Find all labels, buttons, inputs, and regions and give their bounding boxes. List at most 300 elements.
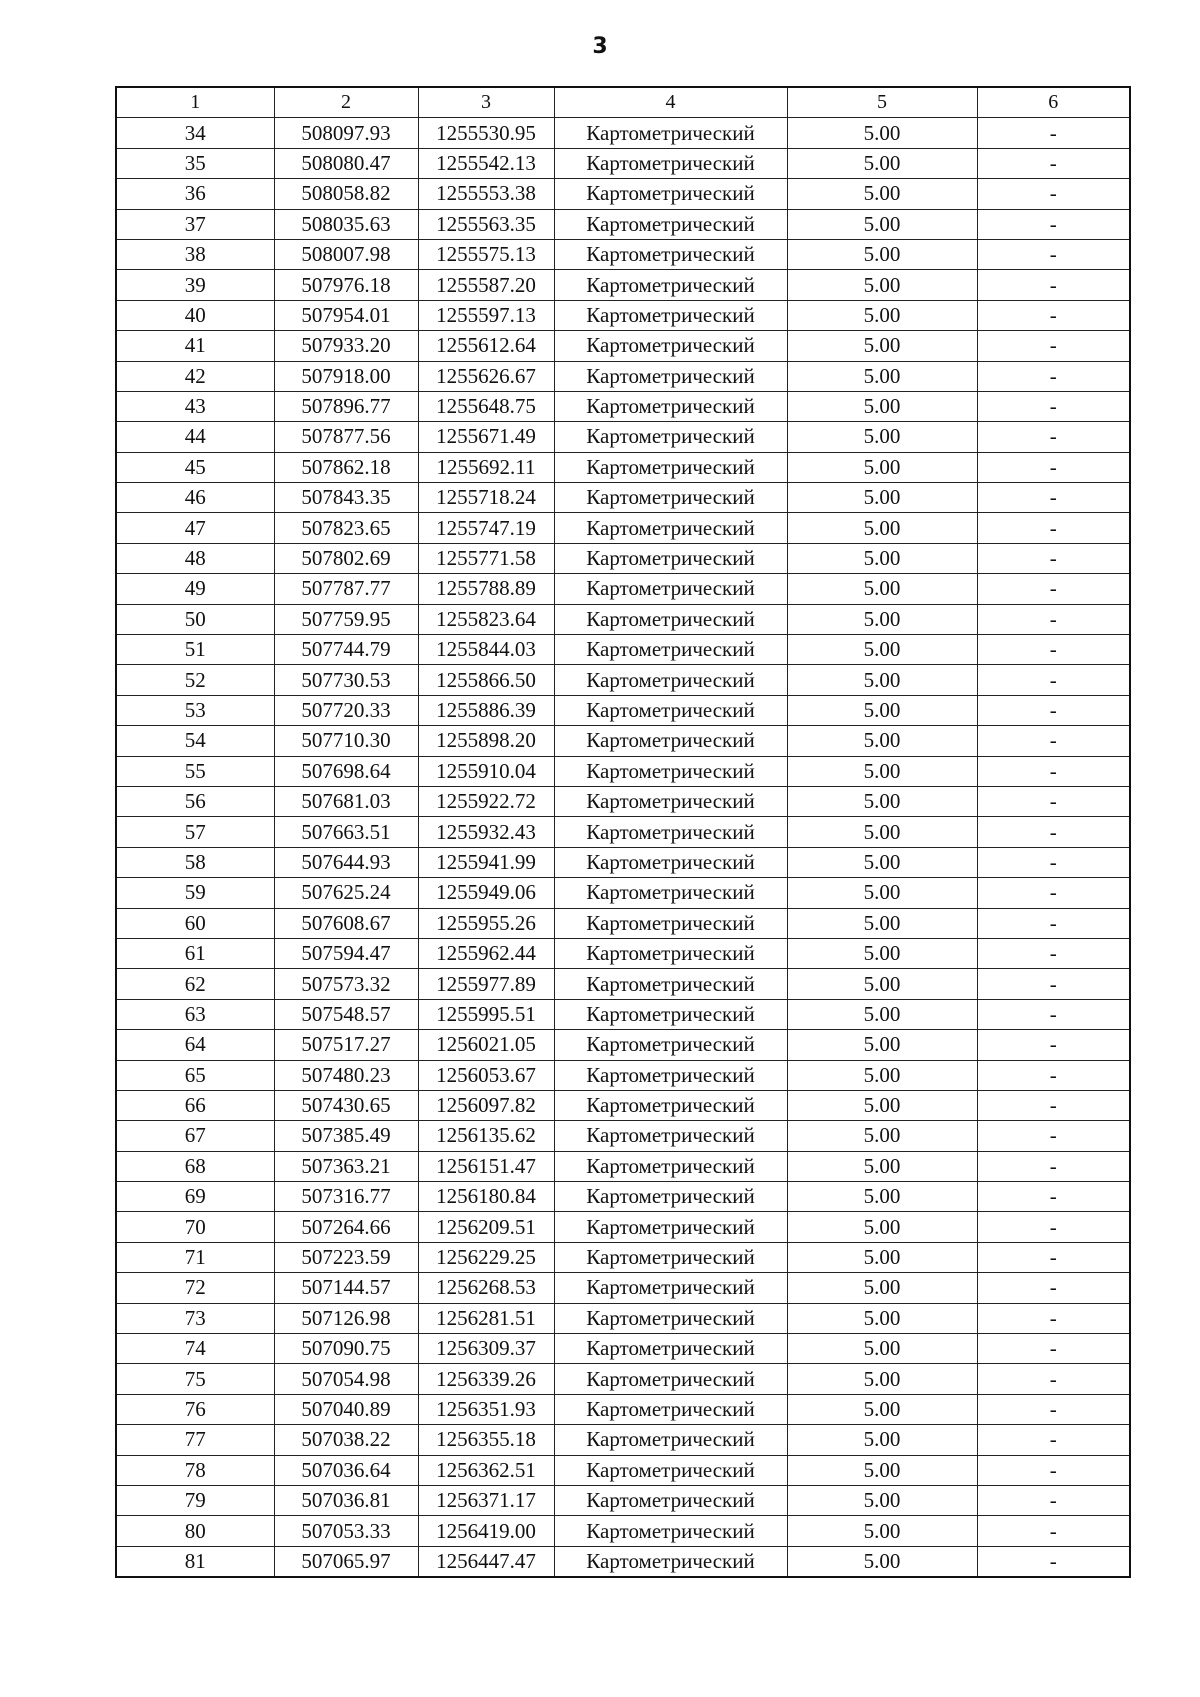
- description-cell: -: [977, 452, 1130, 482]
- x-coordinate-cell: 508058.82: [274, 179, 418, 209]
- description-cell: -: [977, 665, 1130, 695]
- accuracy-cell: 5.00: [787, 1485, 977, 1515]
- y-coordinate-cell: 1256447.47: [418, 1546, 554, 1577]
- method-cell: Картометрический: [554, 786, 787, 816]
- table-row: [116, 1030, 1130, 1060]
- x-coordinate-cell: 507036.64: [274, 1455, 418, 1485]
- description-cell: -: [977, 1182, 1130, 1212]
- point-number-cell: 42: [116, 361, 274, 391]
- description-cell: -: [977, 847, 1130, 877]
- point-number-cell: 45: [116, 452, 274, 482]
- accuracy-cell: 5.00: [787, 969, 977, 999]
- table-row: [116, 270, 1130, 300]
- accuracy-cell: 5.00: [787, 604, 977, 634]
- method-cell: Картометрический: [554, 1182, 787, 1212]
- accuracy-cell: 5.00: [787, 1182, 977, 1212]
- x-coordinate-cell: 508035.63: [274, 209, 418, 239]
- table-row: [116, 452, 1130, 482]
- method-cell: Картометрический: [554, 938, 787, 968]
- x-coordinate-cell: 507036.81: [274, 1485, 418, 1515]
- accuracy-cell: 5.00: [787, 331, 977, 361]
- method-cell: Картометрический: [554, 695, 787, 725]
- description-cell: -: [977, 513, 1130, 543]
- point-number-cell: 39: [116, 270, 274, 300]
- y-coordinate-cell: 1255955.26: [418, 908, 554, 938]
- y-coordinate-cell: 1255910.04: [418, 756, 554, 786]
- method-cell: Картометрический: [554, 118, 787, 148]
- table-row: [116, 969, 1130, 999]
- x-coordinate-cell: 507517.27: [274, 1030, 418, 1060]
- table-row: [116, 786, 1130, 816]
- method-cell: Картометрический: [554, 422, 787, 452]
- table-row: [116, 1546, 1130, 1577]
- y-coordinate-cell: 1256097.82: [418, 1090, 554, 1120]
- point-number-cell: 50: [116, 604, 274, 634]
- x-coordinate-cell: 507744.79: [274, 635, 418, 665]
- description-cell: -: [977, 635, 1130, 665]
- point-number-cell: 71: [116, 1242, 274, 1272]
- accuracy-cell: 5.00: [787, 483, 977, 513]
- y-coordinate-cell: 1255823.64: [418, 604, 554, 634]
- x-coordinate-cell: 507594.47: [274, 938, 418, 968]
- table-row: [116, 938, 1130, 968]
- method-cell: Картометрический: [554, 726, 787, 756]
- point-number-cell: 56: [116, 786, 274, 816]
- x-coordinate-cell: 507918.00: [274, 361, 418, 391]
- description-cell: -: [977, 1425, 1130, 1455]
- page-number: 3: [592, 34, 608, 59]
- table-row: [116, 1273, 1130, 1303]
- y-coordinate-cell: 1255771.58: [418, 543, 554, 573]
- method-cell: Картометрический: [554, 817, 787, 847]
- y-coordinate-cell: 1255977.89: [418, 969, 554, 999]
- table-row: [116, 695, 1130, 725]
- accuracy-cell: 5.00: [787, 1030, 977, 1060]
- description-cell: -: [977, 1151, 1130, 1181]
- table-row: [116, 1364, 1130, 1394]
- table-row: [116, 1151, 1130, 1181]
- method-cell: Картометрический: [554, 483, 787, 513]
- table-row: [116, 908, 1130, 938]
- y-coordinate-cell: 1256268.53: [418, 1273, 554, 1303]
- description-cell: -: [977, 148, 1130, 178]
- accuracy-cell: 5.00: [787, 513, 977, 543]
- method-cell: Картометрический: [554, 239, 787, 269]
- y-coordinate-cell: 1255718.24: [418, 483, 554, 513]
- y-coordinate-cell: 1256135.62: [418, 1121, 554, 1151]
- table-row: [116, 513, 1130, 543]
- x-coordinate-cell: 507644.93: [274, 847, 418, 877]
- method-cell: Картометрический: [554, 391, 787, 421]
- y-coordinate-cell: 1255898.20: [418, 726, 554, 756]
- table-row: [116, 1242, 1130, 1272]
- accuracy-cell: 5.00: [787, 1546, 977, 1577]
- y-coordinate-cell: 1255995.51: [418, 999, 554, 1029]
- description-cell: -: [977, 1516, 1130, 1546]
- description-cell: -: [977, 574, 1130, 604]
- point-number-cell: 36: [116, 179, 274, 209]
- column-header: 1: [116, 87, 274, 118]
- accuracy-cell: 5.00: [787, 1394, 977, 1424]
- method-cell: Картометрический: [554, 1121, 787, 1151]
- x-coordinate-cell: 507065.97: [274, 1546, 418, 1577]
- y-coordinate-cell: 1256151.47: [418, 1151, 554, 1181]
- point-number-cell: 78: [116, 1455, 274, 1485]
- table-row: [116, 422, 1130, 452]
- x-coordinate-cell: 507316.77: [274, 1182, 418, 1212]
- y-coordinate-cell: 1255692.11: [418, 452, 554, 482]
- description-cell: -: [977, 391, 1130, 421]
- y-coordinate-cell: 1255626.67: [418, 361, 554, 391]
- method-cell: Картометрический: [554, 1516, 787, 1546]
- accuracy-cell: 5.00: [787, 756, 977, 786]
- x-coordinate-cell: 507896.77: [274, 391, 418, 421]
- point-number-cell: 49: [116, 574, 274, 604]
- point-number-cell: 74: [116, 1334, 274, 1364]
- accuracy-cell: 5.00: [787, 1242, 977, 1272]
- table-row: [116, 543, 1130, 573]
- x-coordinate-cell: 507877.56: [274, 422, 418, 452]
- y-coordinate-cell: 1256309.37: [418, 1334, 554, 1364]
- description-cell: -: [977, 1546, 1130, 1577]
- description-cell: -: [977, 1060, 1130, 1090]
- accuracy-cell: 5.00: [787, 1090, 977, 1120]
- accuracy-cell: 5.00: [787, 635, 977, 665]
- accuracy-cell: 5.00: [787, 1334, 977, 1364]
- x-coordinate-cell: 507385.49: [274, 1121, 418, 1151]
- table-row: [116, 1182, 1130, 1212]
- table-row: [116, 148, 1130, 178]
- accuracy-cell: 5.00: [787, 1516, 977, 1546]
- method-cell: Картометрический: [554, 1030, 787, 1060]
- y-coordinate-cell: 1255542.13: [418, 148, 554, 178]
- description-cell: -: [977, 938, 1130, 968]
- method-cell: Картометрический: [554, 179, 787, 209]
- description-cell: -: [977, 999, 1130, 1029]
- description-cell: -: [977, 1303, 1130, 1333]
- column-header: 4: [554, 87, 787, 118]
- y-coordinate-cell: 1255949.06: [418, 878, 554, 908]
- point-number-cell: 77: [116, 1425, 274, 1455]
- table-row: [116, 361, 1130, 391]
- accuracy-cell: 5.00: [787, 695, 977, 725]
- y-coordinate-cell: 1256419.00: [418, 1516, 554, 1546]
- accuracy-cell: 5.00: [787, 817, 977, 847]
- description-cell: -: [977, 483, 1130, 513]
- accuracy-cell: 5.00: [787, 361, 977, 391]
- accuracy-cell: 5.00: [787, 118, 977, 148]
- method-cell: Картометрический: [554, 665, 787, 695]
- accuracy-cell: 5.00: [787, 1060, 977, 1090]
- x-coordinate-cell: 507053.33: [274, 1516, 418, 1546]
- point-number-cell: 40: [116, 300, 274, 330]
- table-row: [116, 1303, 1130, 1333]
- method-cell: Картометрический: [554, 604, 787, 634]
- description-cell: -: [977, 270, 1130, 300]
- table-row: [116, 209, 1130, 239]
- description-cell: -: [977, 1455, 1130, 1485]
- method-cell: Картометрический: [554, 1394, 787, 1424]
- table-body: [116, 118, 1130, 1577]
- point-number-cell: 46: [116, 483, 274, 513]
- description-cell: -: [977, 695, 1130, 725]
- y-coordinate-cell: 1255597.13: [418, 300, 554, 330]
- description-cell: -: [977, 1364, 1130, 1394]
- description-cell: -: [977, 726, 1130, 756]
- table-row: [116, 726, 1130, 756]
- y-coordinate-cell: 1256351.93: [418, 1394, 554, 1424]
- y-coordinate-cell: 1255530.95: [418, 118, 554, 148]
- description-cell: -: [977, 1030, 1130, 1060]
- accuracy-cell: 5.00: [787, 300, 977, 330]
- method-cell: Картометрический: [554, 908, 787, 938]
- column-header: 6: [977, 87, 1130, 118]
- point-number-cell: 70: [116, 1212, 274, 1242]
- point-number-cell: 51: [116, 635, 274, 665]
- table-row: [116, 817, 1130, 847]
- description-cell: -: [977, 1242, 1130, 1272]
- point-number-cell: 48: [116, 543, 274, 573]
- accuracy-cell: 5.00: [787, 878, 977, 908]
- column-header: 3: [418, 87, 554, 118]
- table-row: [116, 1121, 1130, 1151]
- point-number-cell: 65: [116, 1060, 274, 1090]
- description-cell: -: [977, 1273, 1130, 1303]
- y-coordinate-cell: 1255575.13: [418, 239, 554, 269]
- x-coordinate-cell: 507954.01: [274, 300, 418, 330]
- point-number-cell: 64: [116, 1030, 274, 1060]
- description-cell: -: [977, 1121, 1130, 1151]
- method-cell: Картометрический: [554, 756, 787, 786]
- accuracy-cell: 5.00: [787, 1273, 977, 1303]
- y-coordinate-cell: 1256362.51: [418, 1455, 554, 1485]
- x-coordinate-cell: 507223.59: [274, 1242, 418, 1272]
- accuracy-cell: 5.00: [787, 1364, 977, 1394]
- accuracy-cell: 5.00: [787, 1121, 977, 1151]
- description-cell: -: [977, 1090, 1130, 1120]
- description-cell: -: [977, 1485, 1130, 1515]
- x-coordinate-cell: 507720.33: [274, 695, 418, 725]
- x-coordinate-cell: 507264.66: [274, 1212, 418, 1242]
- point-number-cell: 73: [116, 1303, 274, 1333]
- method-cell: Картометрический: [554, 452, 787, 482]
- point-number-cell: 60: [116, 908, 274, 938]
- x-coordinate-cell: 507090.75: [274, 1334, 418, 1364]
- method-cell: Картометрический: [554, 574, 787, 604]
- table-row: [116, 483, 1130, 513]
- method-cell: Картометрический: [554, 1546, 787, 1577]
- table-row: [116, 1516, 1130, 1546]
- method-cell: Картометрический: [554, 999, 787, 1029]
- description-cell: -: [977, 300, 1130, 330]
- accuracy-cell: 5.00: [787, 209, 977, 239]
- description-cell: -: [977, 118, 1130, 148]
- accuracy-cell: 5.00: [787, 908, 977, 938]
- point-number-cell: 68: [116, 1151, 274, 1181]
- y-coordinate-cell: 1256355.18: [418, 1425, 554, 1455]
- accuracy-cell: 5.00: [787, 786, 977, 816]
- description-cell: -: [977, 756, 1130, 786]
- y-coordinate-cell: 1255648.75: [418, 391, 554, 421]
- x-coordinate-cell: 508097.93: [274, 118, 418, 148]
- x-coordinate-cell: 507730.53: [274, 665, 418, 695]
- x-coordinate-cell: 507126.98: [274, 1303, 418, 1333]
- accuracy-cell: 5.00: [787, 999, 977, 1029]
- method-cell: Картометрический: [554, 1151, 787, 1181]
- x-coordinate-cell: 507144.57: [274, 1273, 418, 1303]
- description-cell: -: [977, 1334, 1130, 1364]
- accuracy-cell: 5.00: [787, 422, 977, 452]
- accuracy-cell: 5.00: [787, 1212, 977, 1242]
- point-number-cell: 58: [116, 847, 274, 877]
- x-coordinate-cell: 507862.18: [274, 452, 418, 482]
- method-cell: Картометрический: [554, 1364, 787, 1394]
- x-coordinate-cell: 507976.18: [274, 270, 418, 300]
- point-number-cell: 34: [116, 118, 274, 148]
- table-row: [116, 756, 1130, 786]
- method-cell: Картометрический: [554, 300, 787, 330]
- accuracy-cell: 5.00: [787, 1303, 977, 1333]
- coordinates-table: [115, 86, 1131, 1578]
- point-number-cell: 52: [116, 665, 274, 695]
- y-coordinate-cell: 1256229.25: [418, 1242, 554, 1272]
- x-coordinate-cell: 507759.95: [274, 604, 418, 634]
- description-cell: -: [977, 422, 1130, 452]
- method-cell: Картометрический: [554, 209, 787, 239]
- method-cell: Картометрический: [554, 1242, 787, 1272]
- table-row: [116, 118, 1130, 148]
- point-number-cell: 72: [116, 1273, 274, 1303]
- description-cell: -: [977, 239, 1130, 269]
- accuracy-cell: 5.00: [787, 938, 977, 968]
- point-number-cell: 53: [116, 695, 274, 725]
- method-cell: Картометрический: [554, 270, 787, 300]
- method-cell: Картометрический: [554, 543, 787, 573]
- table-row: [116, 999, 1130, 1029]
- x-coordinate-cell: 507038.22: [274, 1425, 418, 1455]
- column-header: 2: [274, 87, 418, 118]
- point-number-cell: 43: [116, 391, 274, 421]
- table-row: [116, 300, 1130, 330]
- point-number-cell: 76: [116, 1394, 274, 1424]
- y-coordinate-cell: 1255941.99: [418, 847, 554, 877]
- point-number-cell: 63: [116, 999, 274, 1029]
- y-coordinate-cell: 1255962.44: [418, 938, 554, 968]
- accuracy-cell: 5.00: [787, 148, 977, 178]
- method-cell: Картометрический: [554, 513, 787, 543]
- point-number-cell: 59: [116, 878, 274, 908]
- table-row: [116, 239, 1130, 269]
- description-cell: -: [977, 543, 1130, 573]
- method-cell: Картометрический: [554, 361, 787, 391]
- y-coordinate-cell: 1256209.51: [418, 1212, 554, 1242]
- x-coordinate-cell: 507573.32: [274, 969, 418, 999]
- accuracy-cell: 5.00: [787, 543, 977, 573]
- point-number-cell: 41: [116, 331, 274, 361]
- x-coordinate-cell: 507787.77: [274, 574, 418, 604]
- description-cell: -: [977, 908, 1130, 938]
- table-row: [116, 847, 1130, 877]
- table-row: [116, 1455, 1130, 1485]
- x-coordinate-cell: 508007.98: [274, 239, 418, 269]
- y-coordinate-cell: 1255747.19: [418, 513, 554, 543]
- table-header-row: [116, 87, 1130, 118]
- x-coordinate-cell: 508080.47: [274, 148, 418, 178]
- table-row: [116, 604, 1130, 634]
- y-coordinate-cell: 1255922.72: [418, 786, 554, 816]
- accuracy-cell: 5.00: [787, 847, 977, 877]
- method-cell: Картометрический: [554, 969, 787, 999]
- description-cell: -: [977, 817, 1130, 847]
- y-coordinate-cell: 1255671.49: [418, 422, 554, 452]
- x-coordinate-cell: 507430.65: [274, 1090, 418, 1120]
- accuracy-cell: 5.00: [787, 452, 977, 482]
- table-row: [116, 665, 1130, 695]
- method-cell: Картометрический: [554, 1212, 787, 1242]
- method-cell: Картометрический: [554, 1485, 787, 1515]
- x-coordinate-cell: 507054.98: [274, 1364, 418, 1394]
- table-row: [116, 331, 1130, 361]
- accuracy-cell: 5.00: [787, 574, 977, 604]
- method-cell: Картометрический: [554, 1455, 787, 1485]
- x-coordinate-cell: 507802.69: [274, 543, 418, 573]
- point-number-cell: 61: [116, 938, 274, 968]
- description-cell: -: [977, 878, 1130, 908]
- y-coordinate-cell: 1255788.89: [418, 574, 554, 604]
- description-cell: -: [977, 969, 1130, 999]
- y-coordinate-cell: 1255932.43: [418, 817, 554, 847]
- accuracy-cell: 5.00: [787, 726, 977, 756]
- table-row: [116, 1394, 1130, 1424]
- point-number-cell: 55: [116, 756, 274, 786]
- y-coordinate-cell: 1256281.51: [418, 1303, 554, 1333]
- y-coordinate-cell: 1255587.20: [418, 270, 554, 300]
- point-number-cell: 57: [116, 817, 274, 847]
- accuracy-cell: 5.00: [787, 1151, 977, 1181]
- x-coordinate-cell: 507710.30: [274, 726, 418, 756]
- accuracy-cell: 5.00: [787, 239, 977, 269]
- x-coordinate-cell: 507608.67: [274, 908, 418, 938]
- x-coordinate-cell: 507823.65: [274, 513, 418, 543]
- point-number-cell: 79: [116, 1485, 274, 1515]
- y-coordinate-cell: 1255886.39: [418, 695, 554, 725]
- method-cell: Картометрический: [554, 635, 787, 665]
- point-number-cell: 66: [116, 1090, 274, 1120]
- description-cell: -: [977, 209, 1130, 239]
- accuracy-cell: 5.00: [787, 1455, 977, 1485]
- point-number-cell: 81: [116, 1546, 274, 1577]
- table-row: [116, 1425, 1130, 1455]
- method-cell: Картометрический: [554, 1273, 787, 1303]
- description-cell: -: [977, 786, 1130, 816]
- point-number-cell: 69: [116, 1182, 274, 1212]
- description-cell: -: [977, 361, 1130, 391]
- accuracy-cell: 5.00: [787, 179, 977, 209]
- table-row: [116, 1090, 1130, 1120]
- x-coordinate-cell: 507625.24: [274, 878, 418, 908]
- method-cell: Картометрический: [554, 1303, 787, 1333]
- x-coordinate-cell: 507843.35: [274, 483, 418, 513]
- table-row: [116, 635, 1130, 665]
- description-cell: -: [977, 1212, 1130, 1242]
- y-coordinate-cell: 1255553.38: [418, 179, 554, 209]
- accuracy-cell: 5.00: [787, 270, 977, 300]
- description-cell: -: [977, 1394, 1130, 1424]
- x-coordinate-cell: 507698.64: [274, 756, 418, 786]
- y-coordinate-cell: 1256053.67: [418, 1060, 554, 1090]
- y-coordinate-cell: 1255844.03: [418, 635, 554, 665]
- x-coordinate-cell: 507040.89: [274, 1394, 418, 1424]
